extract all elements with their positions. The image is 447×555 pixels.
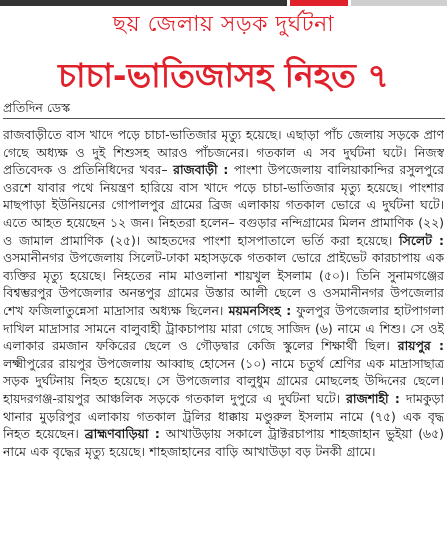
location-label-mymensingh: ময়মনসিংহ : bbox=[228, 302, 292, 318]
main-headline: চাচা-ভাতিজাসহ নিহত ৭ bbox=[58, 56, 389, 95]
article-paragraph bbox=[3, 126, 444, 460]
report-rajshahi: দামকুড়া থানার মুড়রিপুর এলাকায় গতকাল ট্রলির ধাক্কায় মণ্ডুরুল ইসলাম নামে (৭৫) এক বৃদ্ধ নিহত হয়েছেন। bbox=[3, 390, 444, 442]
top-bar-light-segment bbox=[351, 0, 447, 6]
report-sylhet: ওসমানীনগর উপজেলায় সিলেট-ঢাকা মহাসড়কে গতকাল ভোরে প্রাইভেট কারচাপায় এক ব্যক্তির মৃত্যু হয়েছে। নিহতের নাম মাওলানা শায়খুল ইসলাম (৫০)। তিনি সুনামগঞ্জের বিশ্বম্ভরপুর উপজেলার অনন্তপুর গ্রামের উস্তার আলী ছেলে ও ওসমানীনগর উপজেলার শেখ ফজিলাতুন্নেসা মাদ্রাসার অধ্যক্ষ ছিলেন। bbox=[3, 250, 444, 318]
top-color-bar bbox=[0, 0, 447, 6]
location-label-raipur: রায়পুর : bbox=[397, 338, 444, 354]
report-rajbari: পাংশা উপজেলায় বালিয়াকান্দির রসুলপুরে ওরশে যাবার পথে নিয়ন্ত্রণ হারিয়ে বাস খাদে পড়ে চাচা-ভাতিজার মৃত্যু হয়েছে। পাংশার মাছপাড়া ইউনিয়নের গোপালপুর গ্রামের ব্রিজ এলাকায় গতকাল ভোরে এ দুর্ঘটনা ঘটে। এতে আহত হয়েছেন ১২ জন। নিহতরা হলেন– বগুড়ার নন্দিগ্রামের মিলন প্রামাণিক (২২) ও জামাল প্রামাণিক (২৫)। আহতদের পাংশা হাসপাতালে ভর্তি করা হয়েছে। bbox=[3, 162, 444, 248]
intro-text: রাজবাড়ীতে বাস খাদে পড়ে চাচা-ভাতিজার মৃত্যু হয়েছে। এছাড়া পাঁচ জেলায় সড়কে প্রাণ গেছে অধ্যক্ষ ও দুই শিশুসহ আরও পাঁচজনের। গতকাল এ সব দুর্ঘটনা ঘটে। নিজস্ব প্রতিবেদক ও প্রতিনিধিদের খবর– bbox=[3, 127, 444, 178]
article-body bbox=[3, 126, 444, 551]
report-mymensingh: ফুলপুর উপজেলার হাটপাগলা দাখিল মাদ্রাসার সামনে বালুবাহী ট্রাকচাপায় মারা গেছে সাজিদ (৬) নামে এ শিশু। সে ওই এলাকার রমজান ফকিরের ছেলে ও গৌড়দ্বার কেজি স্কুলের শিক্ষার্থী ছিল। bbox=[3, 302, 444, 354]
byline-divider bbox=[3, 118, 445, 119]
location-label-rajshahi: রাজশাহী : bbox=[346, 390, 400, 406]
report-brahmanbaria: আখাউড়ায় সকালে ট্রাক্টরচাপায় শাহজাহান ভুইয়া (৬৫) নামে এক বৃদ্ধের মৃত্যু হয়েছে। শাহজাহানের বাড়ি আখাউড়া বড় টনকী গ্রামে। bbox=[3, 426, 444, 459]
location-label-rajbari: রাজবাড়ী : bbox=[173, 162, 229, 178]
location-label-sylhet: সিলেট : bbox=[399, 232, 444, 248]
byline: প্রতিদিন ডেস্ক bbox=[3, 100, 71, 115]
kicker-headline: ছয় জেলায় সড়ক দুর্ঘটনা bbox=[112, 12, 335, 37]
location-label-brahmanbaria: ব্রাহ্মণবাড়িয়া : bbox=[84, 426, 160, 442]
top-bar-red-segment bbox=[290, 0, 348, 6]
report-raipur: লক্ষ্মীপুরের রায়পুর উপজেলায় আব্বাছ হোসেন (১০) নামে চতুর্থ শ্রেণির এক মাদ্রাসাছাত্র সড়ক দুর্ঘটনায় নিহত হয়েছে। সে উপজেলার বালুধুম গ্রামের মোছলেহ উদ্দিনের ছেলে। হায়দরগঞ্জ-রায়পুর আঞ্চলিক সড়কে গতকাল দুপুরে এ দুর্ঘটনা ঘটে। bbox=[3, 355, 444, 406]
top-bar-dark-segment bbox=[0, 0, 287, 6]
